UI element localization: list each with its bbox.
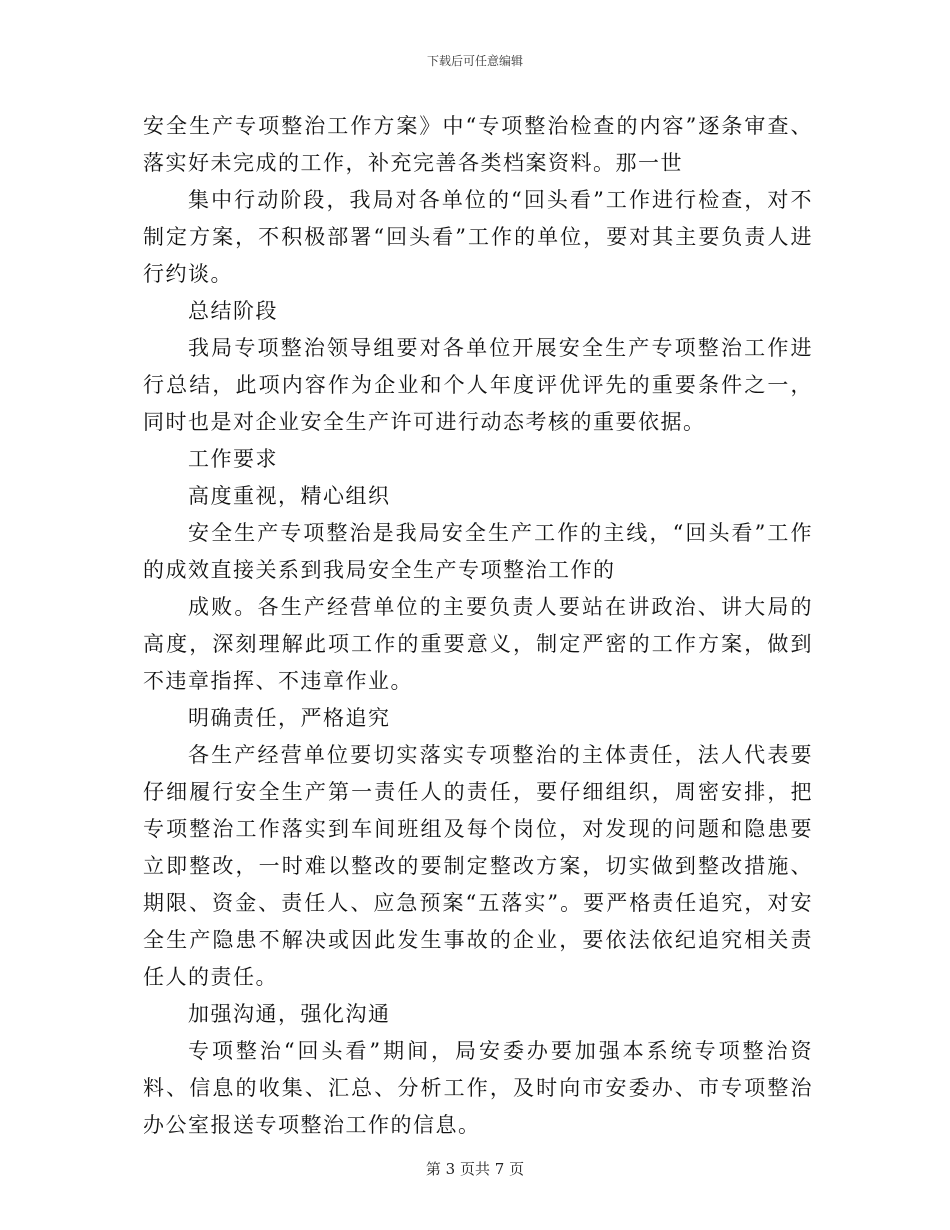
paragraph-7: 安全生产专项整治是我局安全生产工作的主线，“回头看”工作的成效直接关系到我局安全生产专项整治工作的 (143, 521, 813, 582)
subheading-communication: 加强沟通，强化沟通 (188, 1002, 391, 1026)
section-heading-summary: 总结阶段 (188, 299, 278, 323)
paragraph-12: 专项整治“回头看”期间，局安委办要加强本系统专项整治资料、信息的收集、汇总、分析工作，及时向市安委办、市专项整治办公室报送专项整治工作的信息。 (143, 1039, 813, 1137)
subheading-responsibility: 明确责任，严格追究 (188, 706, 391, 730)
page-header: 下载后可任意编辑 (426, 54, 523, 68)
paragraph-2: 集中行动阶段，我局对各单位的“回头看”工作进行检查，对不制定方案，不积极部署“回头看”工作的单位，要对其主要负责人进行约谈。 (143, 188, 813, 286)
paragraph-8: 成败。各生产经营单位的主要负责人要站在讲政治、讲大局的高度，深刻理解此项工作的重要意义，制定严密的工作方案，做到不违章指挥、不违章作业。 (143, 595, 813, 693)
paragraph-10: 各生产经营单位要切实落实专项整治的主体责任，法人代表要仔细履行安全生产第一责任人的责任，要仔细组织，周密安排，把专项整治工作落实到车间班组及每个岗位，对发现的问题和隐患要立即整改，一时难以整改的要制定整改方案，切实做到整改措施、期限、资金、责任人、应急预案“五落实”。要严格责任追究，对安全生产隐患不解决或因此发生事故的企业，要依法依纪追究相关责任人的责任。 (143, 743, 813, 989)
subheading-attention: 高度重视，精心组织 (188, 484, 391, 508)
paragraph-1: 安全生产专项整治工作方案》中“专项整治检查的内容”逐条审查、落实好未完成的工作，补充完善各类档案资料。那一世 (143, 114, 813, 175)
page-footer: 第 3 页共 7 页 (425, 1160, 525, 1178)
section-heading-requirements: 工作要求 (188, 447, 278, 471)
paragraph-4: 我局专项整治领导组要对各单位开展安全生产专项整治工作进行总结，此项内容作为企业和个人年度评优评先的重要条件之一，同时也是对企业安全生产许可进行动态考核的重要依据。 (143, 336, 813, 434)
document-body (143, 108, 813, 1144)
